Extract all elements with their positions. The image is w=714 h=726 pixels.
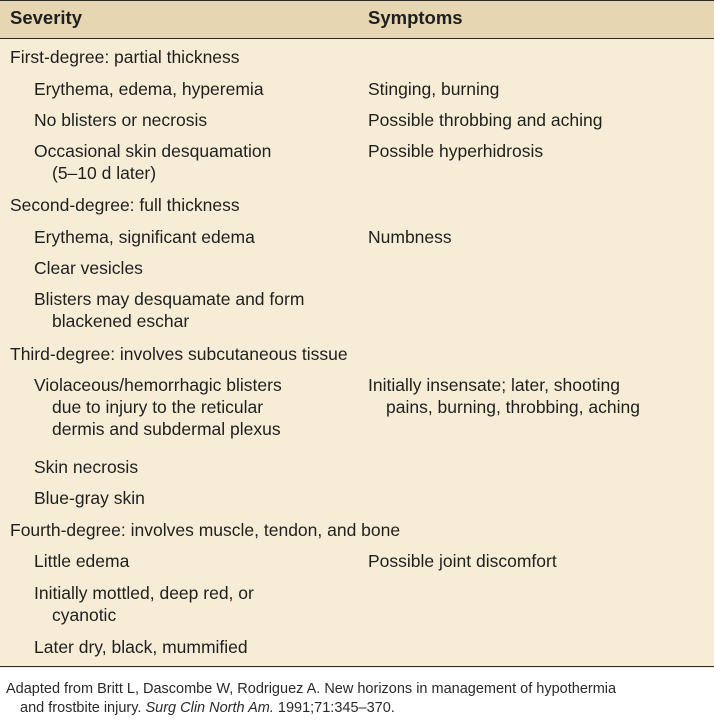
symptoms-cell: Initially insensate; later, shooting pains, burning, throbbing, aching (368, 375, 640, 417)
severity-cell: Later dry, black, mummified (34, 637, 248, 657)
severity-cell: Blue-gray skin (34, 488, 145, 508)
section-heading: Second-degree: full thickness (10, 195, 240, 215)
header-rule (0, 38, 714, 39)
severity-cell: Erythema, significant edema (34, 227, 255, 247)
severity-column-header: Severity (10, 7, 82, 28)
severity-cell: Clear vesicles (34, 258, 143, 278)
severity-cell: Initially mottled, deep red, or cyanotic (34, 583, 254, 625)
severity-cell: Blisters may desquamate and form blackened eschar (34, 289, 305, 331)
severity-cell: Erythema, edema, hyperemia (34, 79, 264, 99)
symptoms-cell: Possible hyperhidrosis (368, 141, 544, 161)
severity-cell: Violaceous/hemorrhagic blisters due to injury to the reticular dermis and subdermal plexus (34, 375, 282, 439)
top-rule (0, 0, 714, 1)
bottom-rule (0, 666, 714, 667)
severity-cell: No blisters or necrosis (34, 110, 208, 130)
severity-cell: Skin necrosis (34, 457, 139, 477)
symptoms-cell: Possible joint discomfort (368, 551, 557, 571)
section-heading: Fourth-degree: involves muscle, tendon, and bone (10, 520, 401, 540)
symptoms-cell: Possible throbbing and aching (368, 110, 603, 130)
symptoms-cell: Stinging, burning (368, 79, 500, 99)
footnote-journal: Surg Clin North Am. (145, 700, 274, 716)
symptoms-cell: Numbness (368, 227, 452, 247)
table-header (0, 0, 714, 38)
section-heading: First-degree: partial thickness (10, 47, 240, 67)
footnote-suffix: 1991;71:345–370. (273, 700, 395, 716)
symptoms-column-header: Symptoms (368, 7, 463, 28)
footnote-line-2 (6, 699, 712, 718)
footnote-prefix: and frostbite injury. (20, 700, 146, 716)
footnote-line-1: Adapted from Britt L, Dascombe W, Rodriguez A. New horizons in management of hypothermia (6, 681, 617, 697)
severity-cell: Occasional skin desquamation (5–10 d later) (34, 141, 272, 183)
source-footnote (6, 680, 712, 718)
severity-cell: Little edema (34, 551, 130, 571)
section-heading: Third-degree: involves subcutaneous tissue (10, 344, 348, 364)
